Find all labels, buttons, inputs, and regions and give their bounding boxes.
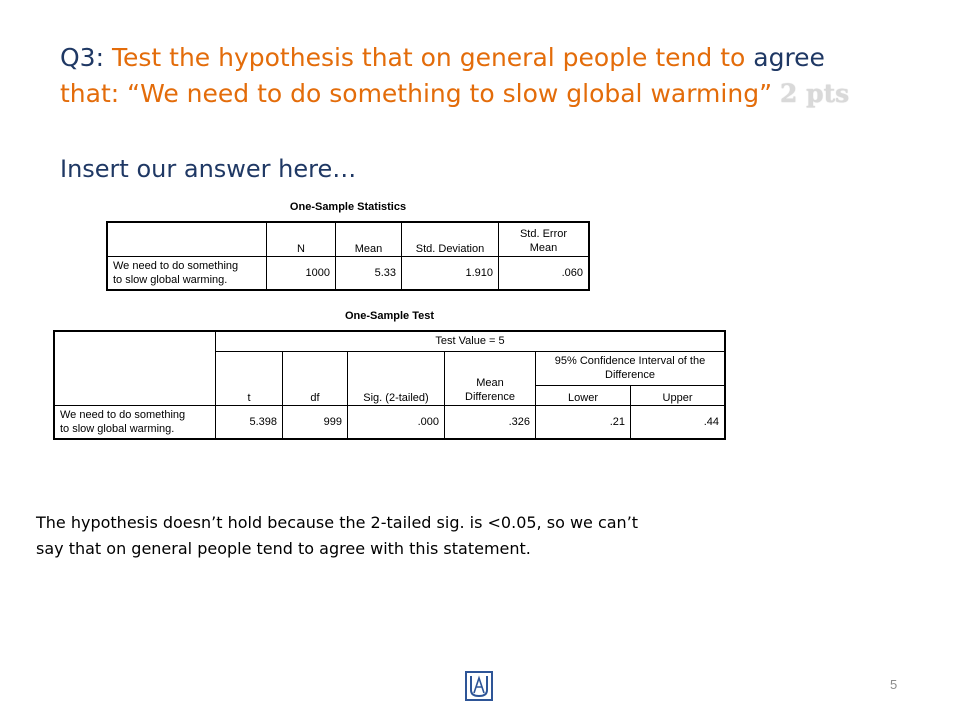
stats-header-n: N <box>267 222 336 256</box>
test-row-label-line2: to slow global warming. <box>60 422 175 435</box>
stats-cell-sd: 1.910 <box>402 256 499 290</box>
test-header-lower: Lower <box>536 385 631 405</box>
page-number: 5 <box>890 677 898 692</box>
stats-header-se-line1: Std. Error <box>519 227 568 240</box>
stats-header-se <box>499 222 590 256</box>
one-sample-statistics-table <box>106 221 590 291</box>
question-text-agree: agree <box>753 43 825 72</box>
answer-prompt: Insert our answer here… <box>60 155 357 183</box>
question-text-part2: that: “We need to do something to slow global warming” <box>60 79 773 108</box>
test-cell-lower: .21 <box>536 405 631 439</box>
stats-header-mean: Mean <box>336 222 402 256</box>
test-header-md-line2: Difference <box>465 390 515 403</box>
table-row <box>107 256 589 290</box>
university-logo-icon <box>465 671 493 701</box>
stats-cell-se: .060 <box>499 256 590 290</box>
test-header-ci <box>536 351 726 385</box>
test-cell-upper: .44 <box>631 405 726 439</box>
test-header-t: t <box>216 351 283 405</box>
table-row <box>54 405 725 439</box>
test-cell-t: 5.398 <box>216 405 283 439</box>
test-header-mean-diff <box>445 351 536 405</box>
question-label: Q3: <box>60 43 105 72</box>
answer-line2: say that on general people tend to agree with this statement. <box>36 539 531 558</box>
test-row-label <box>54 405 216 439</box>
answer-text <box>36 510 776 562</box>
answer-line1: The hypothesis doesn’t hold because the 2-tailed sig. is <0.05, so we can’t <box>36 513 639 532</box>
test-header-ci-line1: 95% Confidence Interval of the <box>554 355 706 367</box>
question-text-part1: Test the hypothesis that on general people tend to <box>111 43 746 72</box>
test-header-sig: Sig. (2-tailed) <box>348 351 445 405</box>
question-title <box>60 40 940 112</box>
stats-row-label <box>107 256 267 290</box>
stats-cell-n: 1000 <box>267 256 336 290</box>
stats-header-sd: Std. Deviation <box>402 222 499 256</box>
test-header-md-line1: Mean <box>476 376 504 389</box>
stats-table-caption: One-Sample Statistics <box>289 201 407 213</box>
test-cell-mean-diff: .326 <box>445 405 536 439</box>
points-label: 2 pts <box>779 79 850 108</box>
test-header-df: df <box>283 351 348 405</box>
stats-row-label-line1: We need to do something <box>113 259 239 272</box>
test-header-upper: Upper <box>631 385 726 405</box>
test-cell-df: 999 <box>283 405 348 439</box>
test-header-blank <box>54 331 216 405</box>
one-sample-test-table <box>53 330 726 440</box>
test-header-ci-line2: Difference <box>605 369 655 381</box>
stats-header-se-line2: Mean <box>529 241 558 254</box>
stats-header-blank <box>107 222 267 256</box>
stats-row-label-line2: to slow global warming. <box>113 273 228 286</box>
stats-cell-mean: 5.33 <box>336 256 402 290</box>
test-value-header: Test Value = 5 <box>216 331 726 351</box>
test-row-label-line1: We need to do something <box>60 408 186 421</box>
test-cell-sig: .000 <box>348 405 445 439</box>
test-table-caption: One-Sample Test <box>344 310 435 322</box>
